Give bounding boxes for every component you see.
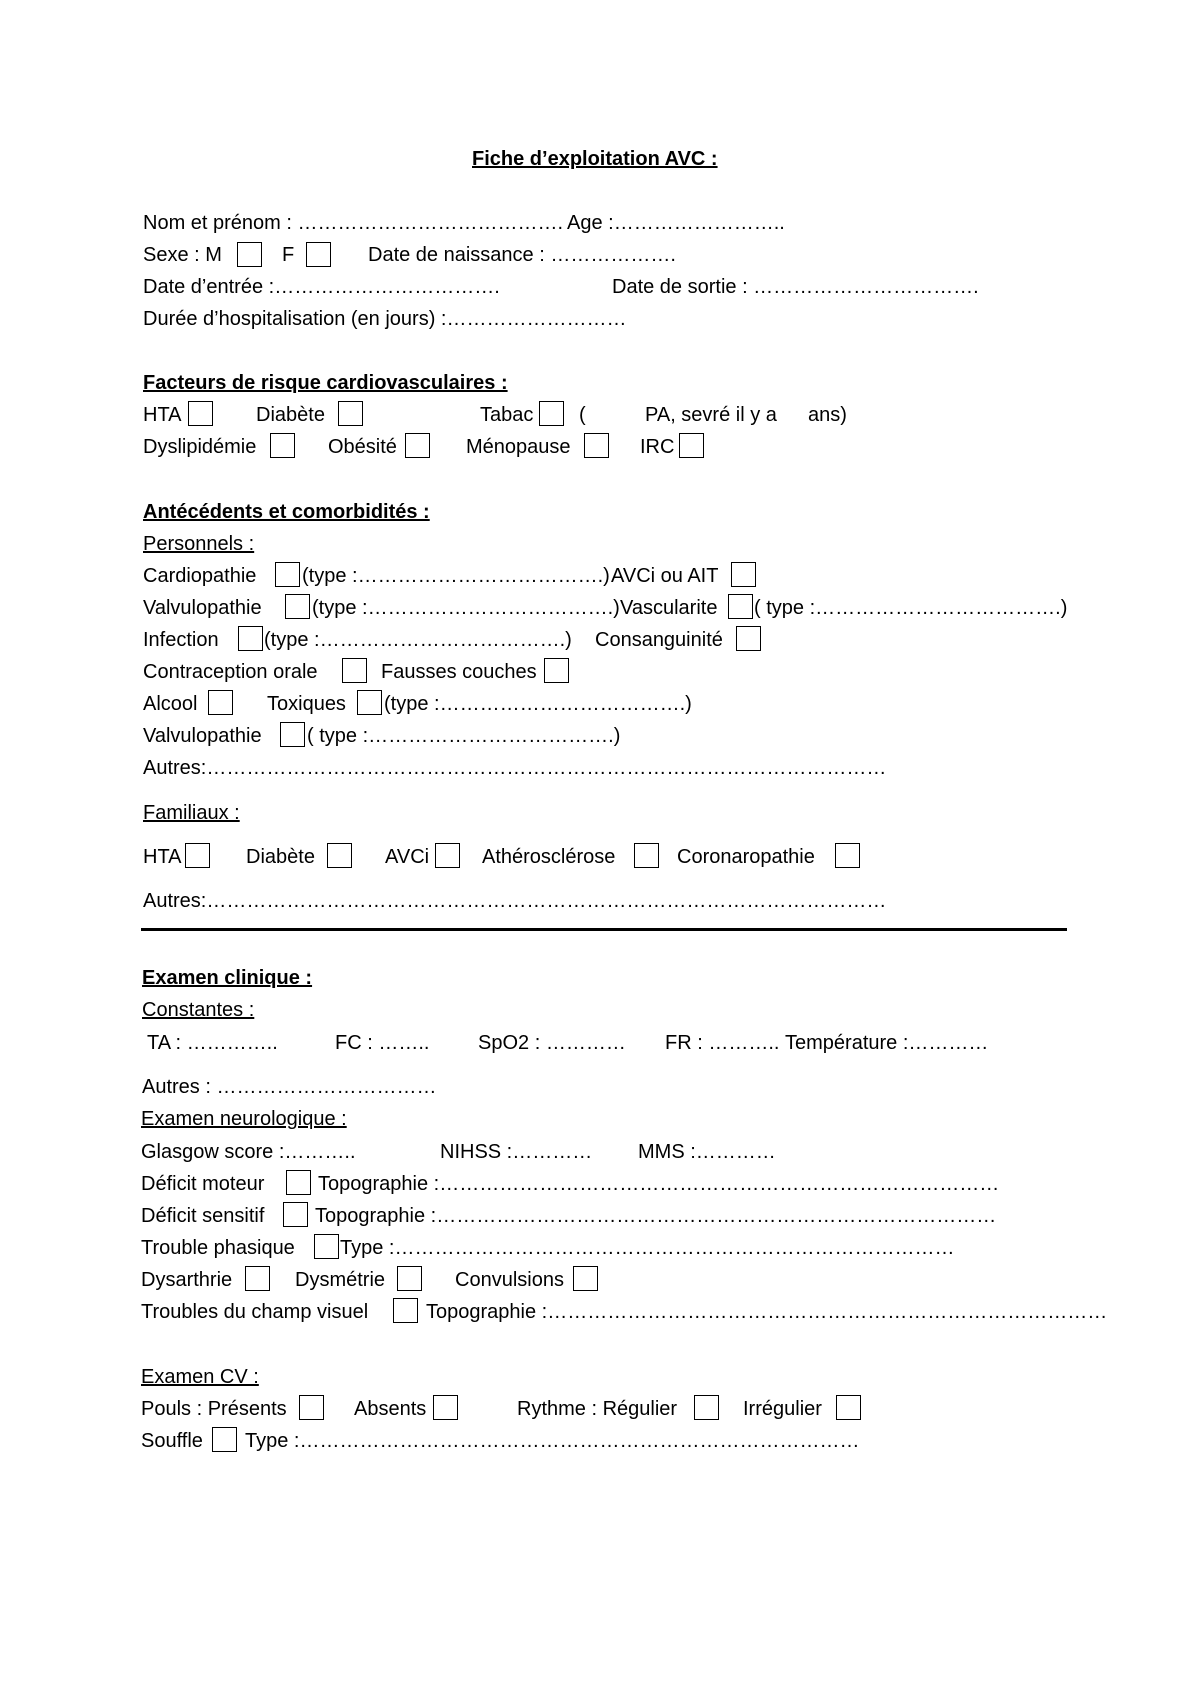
- cardiopathie-type-field[interactable]: (type :……………………………….): [302, 565, 610, 587]
- menopause-label: Ménopause: [466, 436, 571, 458]
- fam-avci-checkbox[interactable]: [435, 843, 460, 868]
- souffle-type-field[interactable]: Type :…………………………………………………………………………: [245, 1430, 860, 1452]
- pouls-absents-checkbox[interactable]: [433, 1395, 458, 1420]
- vascularite-label: Vascularite: [620, 597, 718, 619]
- sexe-m-checkbox[interactable]: [237, 242, 262, 267]
- contraception-label: Contraception orale: [143, 661, 318, 683]
- trouble-phasique-type-field[interactable]: Type :…………………………………………………………………………: [340, 1237, 955, 1259]
- autres-familiaux-field[interactable]: Autres:…………………………………………………………………………………………: [143, 890, 887, 912]
- champ-visuel-checkbox[interactable]: [393, 1298, 418, 1323]
- nihss-field[interactable]: NIHSS :…………: [440, 1141, 593, 1163]
- tabac-ans-label: ans): [808, 404, 847, 426]
- pouls-absents-label: Absents: [354, 1398, 427, 1420]
- trouble-phasique-label: Trouble phasique: [141, 1237, 295, 1259]
- hta-checkbox[interactable]: [188, 401, 213, 426]
- alcool-checkbox[interactable]: [208, 690, 233, 715]
- rythme-regulier-checkbox[interactable]: [694, 1395, 719, 1420]
- valvulopathie-label: Valvulopathie: [143, 597, 262, 619]
- pouls-presents-label: Pouls : Présents: [141, 1398, 287, 1420]
- champ-visuel-topo-field[interactable]: Topographie :…………………………………………………………………………: [426, 1301, 1108, 1323]
- dyslipidemie-label: Dyslipidémie: [143, 436, 257, 458]
- risk-factors-heading: Facteurs de risque cardiovasculaires :: [143, 372, 508, 394]
- consanguinite-label: Consanguinité: [595, 629, 723, 651]
- fam-diabete-checkbox[interactable]: [327, 843, 352, 868]
- infection-type-field[interactable]: (type :……………………………….): [264, 629, 572, 651]
- dysmetrie-label: Dysmétrie: [295, 1269, 386, 1291]
- deficit-moteur-label: Déficit moteur: [141, 1173, 265, 1195]
- valvulopathie2-type-field[interactable]: ( type :……………………………….): [307, 725, 621, 747]
- toxiques-checkbox[interactable]: [357, 690, 382, 715]
- fam-atherosclerose-checkbox[interactable]: [634, 843, 659, 868]
- fr-field[interactable]: FR : ………..: [665, 1032, 780, 1054]
- obesite-label: Obésité: [328, 436, 397, 458]
- trouble-phasique-checkbox[interactable]: [314, 1234, 339, 1259]
- spo2-field[interactable]: SpO2 : …………: [478, 1032, 626, 1054]
- menopause-checkbox[interactable]: [584, 433, 609, 458]
- nom-prenom-field[interactable]: Nom et prénom : ………………………………….: [143, 212, 564, 234]
- antecedents-heading: Antécédents et comorbidités :: [143, 501, 430, 523]
- examen-cv-heading: Examen CV :: [141, 1366, 259, 1388]
- deficit-sensitif-label: Déficit sensitif: [141, 1205, 265, 1227]
- hta-label: HTA: [143, 404, 182, 426]
- dyslipidemie-checkbox[interactable]: [270, 433, 295, 458]
- avci-ait-checkbox[interactable]: [731, 562, 756, 587]
- fam-diabete-label: Diabète: [246, 846, 315, 868]
- irc-checkbox[interactable]: [679, 433, 704, 458]
- examen-clinique-heading: Examen clinique :: [142, 967, 313, 989]
- valvulopathie-checkbox[interactable]: [285, 594, 310, 619]
- familiaux-heading: Familiaux :: [143, 802, 240, 824]
- toxiques-type-field[interactable]: (type :……………………………….): [384, 693, 692, 715]
- fam-coronaropathie-label: Coronaropathie: [677, 846, 815, 868]
- convulsions-checkbox[interactable]: [573, 1266, 598, 1291]
- rythme-irregulier-checkbox[interactable]: [836, 1395, 861, 1420]
- fam-hta-label: HTA: [143, 846, 182, 868]
- autres-constantes-field[interactable]: Autres : ……………………………: [142, 1076, 437, 1098]
- tabac-pa-label[interactable]: PA, sevré il y a: [645, 404, 777, 426]
- fausses-couches-checkbox[interactable]: [544, 658, 569, 683]
- dysarthrie-label: Dysarthrie: [141, 1269, 233, 1291]
- sexe-f-label: F: [282, 244, 295, 266]
- valvulopathie-type-field[interactable]: (type :……………………………….): [312, 597, 620, 619]
- infection-label: Infection: [143, 629, 219, 651]
- consanguinite-checkbox[interactable]: [736, 626, 761, 651]
- tabac-label: Tabac: [480, 404, 534, 426]
- souffle-checkbox[interactable]: [212, 1427, 237, 1452]
- cardiopathie-label: Cardiopathie: [143, 565, 257, 587]
- constantes-heading: Constantes :: [142, 999, 255, 1021]
- tabac-checkbox[interactable]: [539, 401, 564, 426]
- autres-personnels-field[interactable]: Autres:…………………………………………………………………………………………: [143, 757, 887, 779]
- diabete-checkbox[interactable]: [338, 401, 363, 426]
- souffle-label: Souffle: [141, 1430, 203, 1452]
- date-entree-field[interactable]: Date d’entrée :…………………………….: [143, 276, 500, 298]
- date-sortie-field[interactable]: Date de sortie : …………………………….: [612, 276, 979, 298]
- dysmetrie-checkbox[interactable]: [397, 1266, 422, 1291]
- deficit-moteur-topo-field[interactable]: Topographie :…………………………………………………………………………: [318, 1173, 1000, 1195]
- alcool-label: Alcool: [143, 693, 198, 715]
- examen-neuro-heading: Examen neurologique :: [141, 1108, 347, 1130]
- valvulopathie2-checkbox[interactable]: [280, 722, 305, 747]
- page-title: Fiche d’exploitation AVC :: [472, 148, 718, 170]
- fc-field[interactable]: FC : ……..: [335, 1032, 430, 1054]
- date-naissance-field[interactable]: Date de naissance : ……………….: [368, 244, 676, 266]
- contraception-checkbox[interactable]: [342, 658, 367, 683]
- age-field[interactable]: Age :……………………..: [567, 212, 785, 234]
- infection-checkbox[interactable]: [238, 626, 263, 651]
- ta-field[interactable]: TA : …………..: [147, 1032, 278, 1054]
- rythme-irregulier-label: Irrégulier: [743, 1398, 822, 1420]
- fam-avci-label: AVCi: [385, 846, 430, 868]
- deficit-sensitif-topo-field[interactable]: Topographie :…………………………………………………………………………: [315, 1205, 997, 1227]
- tabac-paren: (: [579, 404, 586, 426]
- deficit-sensitif-checkbox[interactable]: [283, 1202, 308, 1227]
- toxiques-label: Toxiques: [267, 693, 346, 715]
- duree-hospitalisation-field[interactable]: Durée d’hospitalisation (en jours) :………………………: [143, 308, 627, 330]
- pouls-presents-checkbox[interactable]: [299, 1395, 324, 1420]
- mms-field[interactable]: MMS :…………: [638, 1141, 776, 1163]
- deficit-moteur-checkbox[interactable]: [286, 1170, 311, 1195]
- sexe-f-checkbox[interactable]: [306, 242, 331, 267]
- vascularite-checkbox[interactable]: [728, 594, 753, 619]
- fausses-couches-label: Fausses couches: [381, 661, 537, 683]
- obesite-checkbox[interactable]: [405, 433, 430, 458]
- cardiopathie-checkbox[interactable]: [275, 562, 300, 587]
- fam-atherosclerose-label: Athérosclérose: [482, 846, 616, 868]
- valvulopathie2-label: Valvulopathie: [143, 725, 262, 747]
- dysarthrie-checkbox[interactable]: [245, 1266, 270, 1291]
- diabete-label: Diabète: [256, 404, 325, 426]
- convulsions-label: Convulsions: [455, 1269, 564, 1291]
- champ-visuel-label: Troubles du champ visuel: [141, 1301, 369, 1323]
- sexe-m-label: Sexe : M: [143, 244, 222, 266]
- irc-label: IRC: [640, 436, 675, 458]
- section-divider: [141, 928, 1067, 931]
- fam-hta-checkbox[interactable]: [185, 843, 210, 868]
- personnels-heading: Personnels :: [143, 533, 255, 555]
- temperature-field[interactable]: Température :…………: [785, 1032, 989, 1054]
- avci-ait-label: AVCi ou AIT: [611, 565, 719, 587]
- glasgow-field[interactable]: Glasgow score :………..: [141, 1141, 356, 1163]
- fam-coronaropathie-checkbox[interactable]: [835, 843, 860, 868]
- rythme-regulier-label: Rythme : Régulier: [517, 1398, 678, 1420]
- vascularite-type-field[interactable]: ( type :……………………………….): [754, 597, 1068, 619]
